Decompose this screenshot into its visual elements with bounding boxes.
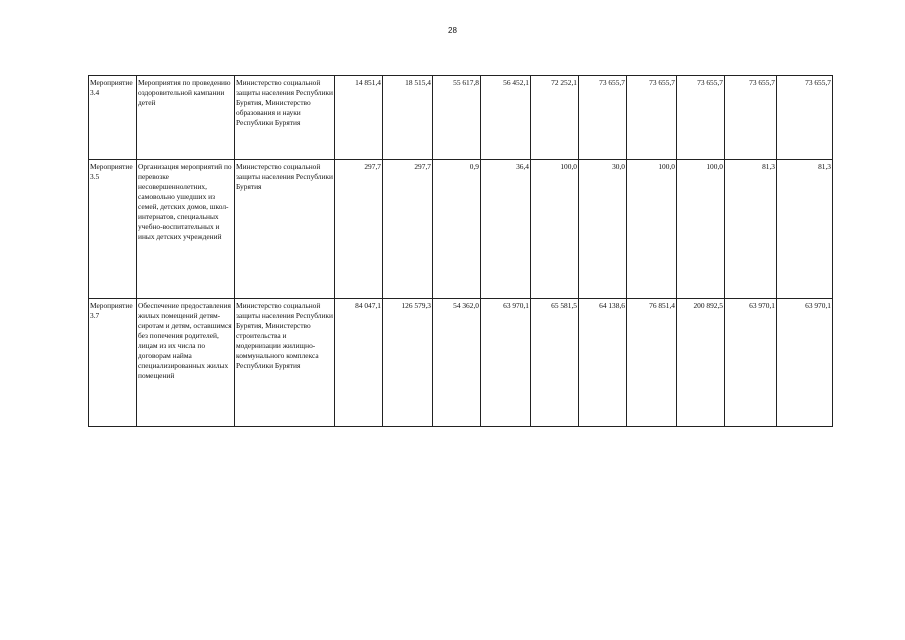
measure-code-cell: Мероприятие 3.7 [89, 299, 137, 427]
value-cell: 73 655,7 [579, 76, 627, 160]
value-cell: 63 970,1 [777, 299, 833, 427]
measure-code-cell: Мероприятие 3.5 [89, 160, 137, 299]
value-cell: 30,0 [579, 160, 627, 299]
value-cell: 100,0 [677, 160, 725, 299]
value-cell: 63 970,1 [481, 299, 531, 427]
value-cell: 54 362,0 [433, 299, 481, 427]
table-row [89, 160, 833, 299]
value-cell: 18 515,4 [383, 76, 433, 160]
value-cell: 81,3 [725, 160, 777, 299]
value-cell: 73 655,7 [677, 76, 725, 160]
value-cell: 72 252,1 [531, 76, 579, 160]
value-cell: 200 892,5 [677, 299, 725, 427]
value-cell: 100,0 [627, 160, 677, 299]
value-cell: 81,3 [777, 160, 833, 299]
measure-name-cell: Организация мероприятий по перевозке несовершеннолетних, самовольно ушедших из семей, детских домов, школ-интернатов, специальных учебно-воспитательных и иных детских учреждений [137, 160, 235, 299]
measure-name-cell: Обеспечение предоставления жилых помещений детям-сиротам и детям, оставшимся без попечения родителей, лицам из их числа по договорам найма специализированных жилых помещений [137, 299, 235, 427]
value-cell: 297,7 [383, 160, 433, 299]
value-cell: 55 617,8 [433, 76, 481, 160]
executor-cell: Министерство социальной защиты населения Республики Бурятия, Министерство строительства и модернизации жилищно-коммунального комплекса Республики Бурятия [235, 299, 335, 427]
value-cell: 65 581,5 [531, 299, 579, 427]
table-row [89, 299, 833, 427]
table-row [89, 76, 833, 160]
value-cell: 76 851,4 [627, 299, 677, 427]
value-cell: 63 970,1 [725, 299, 777, 427]
value-cell: 73 655,7 [777, 76, 833, 160]
value-cell: 297,7 [335, 160, 383, 299]
value-cell: 84 047,1 [335, 299, 383, 427]
executor-cell: Министерство социальной защиты населения Республики Бурятия [235, 160, 335, 299]
value-cell: 73 655,7 [725, 76, 777, 160]
page-number: 28 [448, 26, 457, 35]
value-cell: 73 655,7 [627, 76, 677, 160]
value-cell: 36,4 [481, 160, 531, 299]
measure-name-cell: Мероприятия по проведению оздоровительной кампании детей [137, 76, 235, 160]
executor-cell: Министерство социальной защиты населения Республики Бурятия, Министерство образования и науки Республики Бурятия [235, 76, 335, 160]
measure-code-cell: Мероприятие 3.4 [89, 76, 137, 160]
budget-table [88, 75, 833, 427]
value-cell: 100,0 [531, 160, 579, 299]
value-cell: 126 579,3 [383, 299, 433, 427]
value-cell: 64 138,6 [579, 299, 627, 427]
value-cell: 56 452,1 [481, 76, 531, 160]
value-cell: 0,9 [433, 160, 481, 299]
value-cell: 14 851,4 [335, 76, 383, 160]
